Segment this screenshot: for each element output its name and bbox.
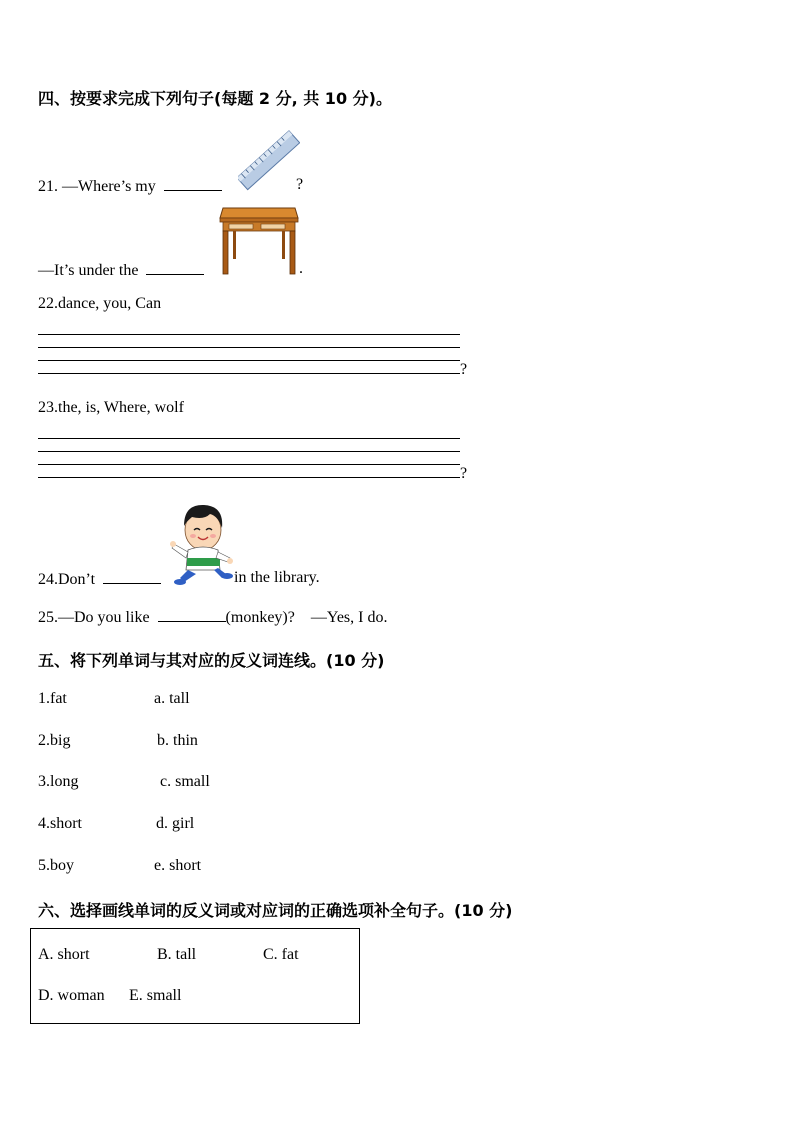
answer-line[interactable]: [38, 373, 460, 374]
match-right-word[interactable]: d. girl: [156, 815, 195, 832]
question-21-line1: [38, 176, 222, 196]
question-number: 22.: [38, 295, 58, 312]
section-4-title: 四、按要求完成下列句子(每题 2 分, 共 10 分)。: [38, 89, 392, 108]
match-left-word[interactable]: 2.big: [38, 732, 71, 749]
question-number: 23.: [38, 399, 58, 416]
answer-line[interactable]: [38, 334, 460, 335]
answer-line[interactable]: [38, 438, 460, 439]
question-hint: (monkey)?: [225, 609, 295, 626]
answer-blank[interactable]: [158, 607, 226, 622]
question-21-line1-end: ?: [296, 176, 304, 193]
question-25: [38, 607, 387, 627]
match-left-word[interactable]: 4.short: [38, 815, 82, 832]
question-answer: —Yes, I do.: [310, 609, 388, 626]
answer-line[interactable]: [38, 464, 460, 465]
answer-line[interactable]: [38, 360, 460, 361]
match-right-word[interactable]: b. thin: [157, 732, 198, 749]
option-c: C. fat: [263, 946, 299, 963]
question-text: the, is, Where, wolf: [58, 399, 184, 416]
answer-blank[interactable]: [164, 176, 222, 191]
question-text: —Where’s my: [62, 178, 156, 195]
answer-blank[interactable]: [146, 260, 204, 275]
question-text: dance, you, Can: [58, 295, 162, 312]
question-text: Don’t: [58, 571, 96, 588]
question-number: 25.: [38, 609, 58, 626]
question-text: —It’s under the: [38, 262, 139, 279]
desk-icon: [219, 204, 299, 276]
match-left-word[interactable]: 1.fat: [38, 690, 67, 707]
question-23: [38, 399, 184, 417]
question-24-after: in the library.: [234, 569, 320, 586]
answer-line[interactable]: [38, 347, 460, 348]
ruler-icon: [238, 128, 300, 194]
question-number: 21.: [38, 178, 58, 195]
option-b: B. tall: [157, 946, 197, 963]
option-a: A. short: [38, 946, 90, 963]
option-e: E. small: [129, 987, 182, 1004]
question-22-end: ?: [460, 361, 468, 378]
section-6-title: 六、选择画线单词的反义词或对应词的正确选项补全句子。(10 分): [38, 901, 513, 920]
match-left-word[interactable]: 5.boy: [38, 857, 74, 874]
question-21-line2-end: .: [299, 260, 303, 277]
answer-line[interactable]: [38, 477, 460, 478]
question-21-line2: [38, 260, 204, 280]
question-text: —Do you like: [58, 609, 150, 626]
options-box: [30, 928, 360, 1024]
match-right-word[interactable]: e. short: [154, 857, 202, 874]
answer-blank[interactable]: [103, 569, 161, 584]
match-right-word[interactable]: a. tall: [154, 690, 190, 707]
question-number: 24.: [38, 571, 58, 588]
question-24: [38, 569, 161, 589]
answer-line[interactable]: [38, 451, 460, 452]
question-23-end: ?: [460, 465, 468, 482]
match-right-word[interactable]: c. small: [160, 773, 210, 790]
match-left-word[interactable]: 3.long: [38, 773, 79, 790]
question-22: [38, 295, 161, 313]
section-5-title: 五、将下列单词与其对应的反义词连线。(10 分): [38, 651, 385, 670]
running-boy-icon: [170, 500, 234, 586]
option-d: D. woman: [38, 987, 105, 1004]
